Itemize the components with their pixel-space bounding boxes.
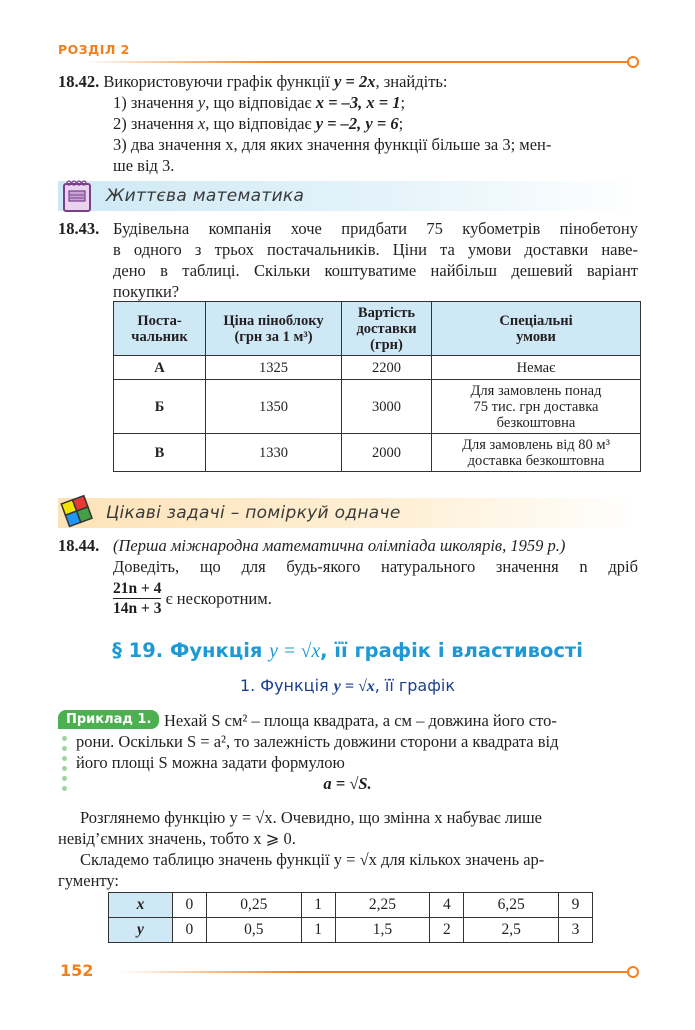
example-formula: a = √S. <box>323 774 372 793</box>
header-conditions: Спеціальні умови <box>432 302 641 356</box>
paragraph-2-line-2: гументу: <box>58 871 120 890</box>
notepad-icon <box>62 179 92 213</box>
problem-line: дено в таблиці. Скільки коштуватиме найбільш дешевий варіант <box>113 261 638 280</box>
problem-number: 18.43. <box>58 219 100 238</box>
footer-rule-end-icon <box>627 966 639 978</box>
section-label: РОЗДІЛ 2 <box>58 42 130 57</box>
cell-y: 2,5 <box>464 918 559 943</box>
header-rule-end-icon <box>627 56 639 68</box>
example-line-3: його площі S можна задати формулою <box>76 753 345 772</box>
table-row-x <box>109 893 593 918</box>
problem-number: 18.44. <box>58 536 100 555</box>
cell-y: 0 <box>173 918 207 943</box>
cell-x: 4 <box>430 893 464 918</box>
math-expression: y = 2x <box>333 72 376 91</box>
values-table <box>108 892 593 943</box>
subsection-title: 1. Функція y = √x, її графік <box>239 676 456 695</box>
problem-18-44 <box>58 535 638 618</box>
table-header-row <box>114 302 641 356</box>
problem-18-42 <box>58 71 638 176</box>
fraction-numerator: 21n + 4 <box>113 580 162 597</box>
cell-y: 1 <box>301 918 335 943</box>
table-row <box>114 356 641 380</box>
cell-delivery: 2200 <box>342 356 432 380</box>
cell-y: 3 <box>559 918 593 943</box>
rubiks-cube-icon <box>60 494 94 530</box>
example-line-2: рони. Оскільки S = a², то залежність довжини сторони a квадрата від <box>76 732 559 751</box>
footer-rule <box>120 971 628 973</box>
example-line-1: Нехай S см² – площа квадрата, a см – довжина його сто- <box>164 711 557 730</box>
banner-title: Життєва математика <box>106 186 305 206</box>
math-expression: y = √x <box>333 678 375 695</box>
fraction-denominator: 14n + 3 <box>113 600 162 617</box>
problem-line: в одного з трьох постачальників. Ціни та умови доставки наве- <box>113 240 638 259</box>
cell-delivery: 3000 <box>342 380 432 434</box>
cell-conditions: Немає <box>432 356 641 380</box>
cell-y: 1,5 <box>335 918 430 943</box>
header-price: Ціна піноблоку (грн за 1 м³) <box>206 302 342 356</box>
cell-supplier: А <box>114 356 206 380</box>
paragraph-1-line-2: невід’ємних значень, тобто x ⩾ 0. <box>58 829 296 848</box>
problem-item-3-cont: ше від 3. <box>113 156 175 175</box>
cell-delivery: 2000 <box>342 434 432 472</box>
header-rule <box>80 61 628 63</box>
supplier-table <box>113 301 641 472</box>
row-label-y: y <box>109 918 173 943</box>
cell-x: 6,25 <box>464 893 559 918</box>
banner-title: Цікаві задачі – поміркуй одначе <box>106 503 401 523</box>
problem-item-2: 2) значення x, що відповідає y = –2, y = 6; <box>113 114 404 133</box>
cell-conditions: Для замовлень від 80 м³ доставка безкоштовна <box>432 434 641 472</box>
paragraph-2-line-1: Складемо таблицю значень функції y = √x для кількох значень ар- <box>80 850 545 869</box>
cell-x: 0,25 <box>206 893 301 918</box>
problem-line: Доведіть, що для будь-якого натурального значення n дріб <box>113 557 638 576</box>
cell-x: 2,25 <box>335 893 430 918</box>
problem-line: Будівельна компанія хоче придбати 75 кубометрів пінобетону <box>113 219 638 238</box>
paragraph-1-line-1: Розглянемо функцію y = √x. Очевидно, що змінна x набуває лише <box>80 808 542 827</box>
cell-price: 1330 <box>206 434 342 472</box>
table-row <box>114 380 641 434</box>
math-expression: y = √x <box>269 641 321 662</box>
banner-life-math <box>58 181 638 211</box>
problem-text: , знайдіть: <box>375 72 448 91</box>
page-number: 152 <box>60 961 94 980</box>
problem-line: покупки? <box>113 282 180 301</box>
cell-x: 1 <box>301 893 335 918</box>
problem-text: є нескоротним. <box>165 589 272 608</box>
table-row-y <box>109 918 593 943</box>
problem-number: 18.42. <box>58 72 100 91</box>
example-badge: Приклад 1. <box>58 710 159 729</box>
cell-price: 1325 <box>206 356 342 380</box>
cell-y: 0,5 <box>206 918 301 943</box>
problem-text: Використовуючи графік функції <box>103 72 334 91</box>
cell-conditions: Для замовлень понад 75 тис. грн доставка безкоштовна <box>432 380 641 434</box>
banner-puzzles <box>58 498 638 528</box>
cell-x: 0 <box>173 893 207 918</box>
cell-y: 2 <box>430 918 464 943</box>
problem-item-3: 3) два значення x, для яких значення функції більше за 3; мен- <box>113 135 552 154</box>
problem-item-1: 1) значення y, що відповідає x = –3, x = 1; <box>113 93 406 112</box>
cell-supplier: Б <box>114 380 206 434</box>
header-delivery: Вартість доставки (грн) <box>342 302 432 356</box>
row-label-x: x <box>109 893 173 918</box>
table-row <box>114 434 641 472</box>
cell-x: 9 <box>559 893 593 918</box>
section-title: § 19. Функція y = √x, її графік і властивості <box>112 639 583 662</box>
cell-price: 1350 <box>206 380 342 434</box>
problem-source: (Перша міжнародна математична олімпіада школярів, 1959 р.) <box>113 536 566 555</box>
cell-supplier: В <box>114 434 206 472</box>
header-supplier: Поста- чальник <box>114 302 206 356</box>
problem-18-43 <box>58 218 638 302</box>
fraction <box>113 579 161 618</box>
